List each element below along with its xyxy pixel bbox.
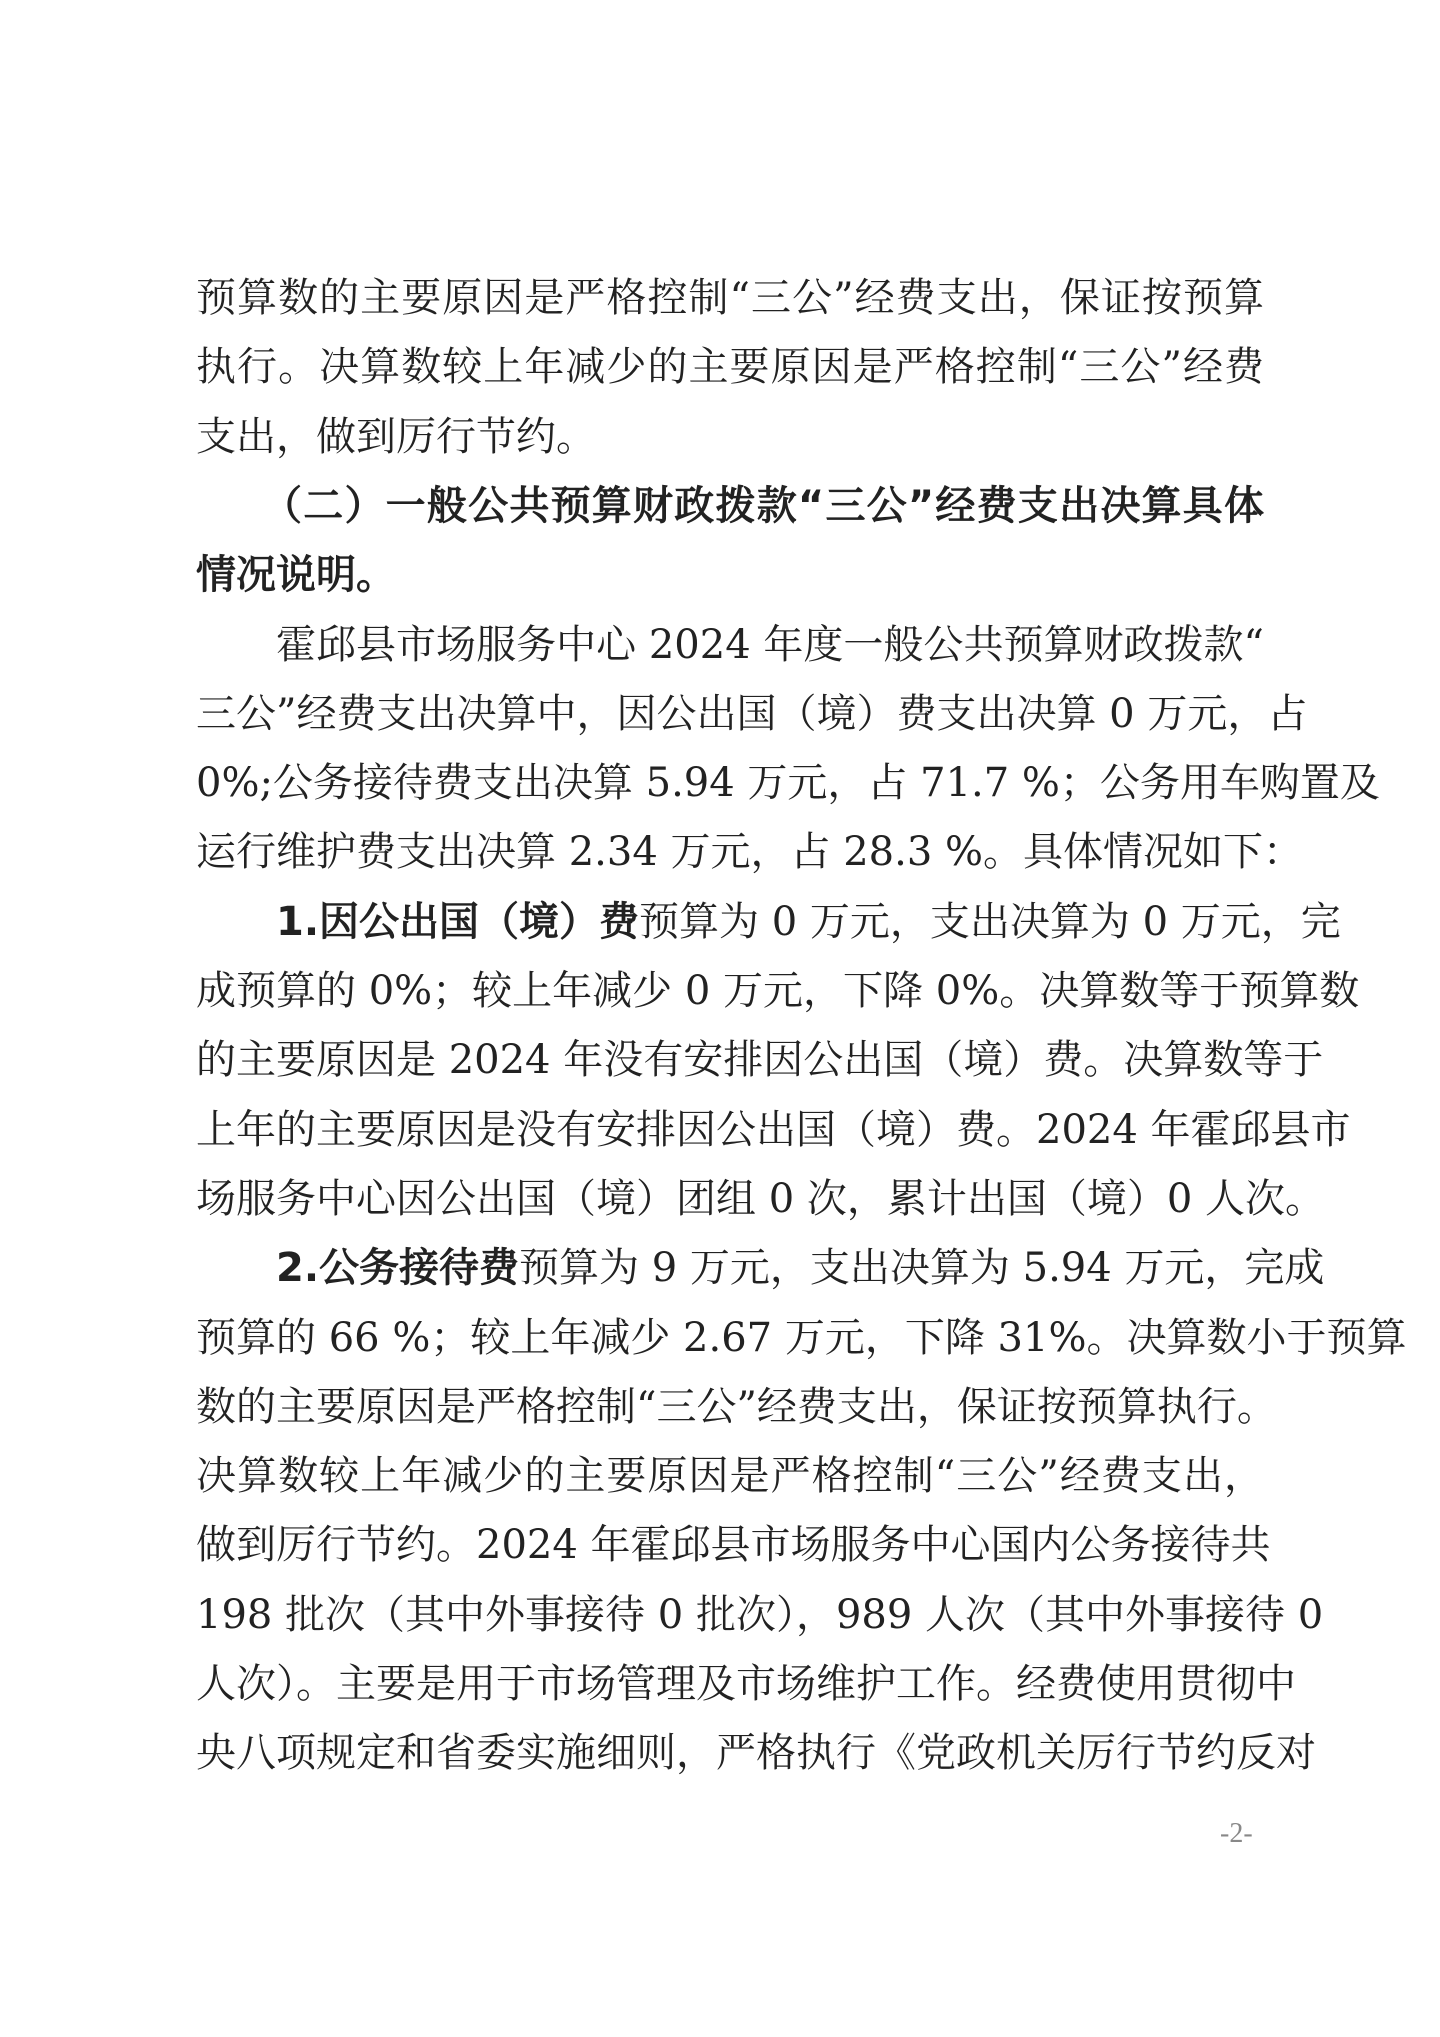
text-line (196, 337, 1264, 397)
line-text: 预算为 9 万元，支出决算为 5.94 万元，完成 (519, 1245, 1325, 1292)
line-text: 决算数较上年减少的主要原因是严格控制“三公”经费支出， (196, 1453, 1264, 1500)
bold-item-label: 2.公务接待费 (276, 1245, 520, 1292)
line-text: 198 批次（其中外事接待 0 批次），989 人次（其中外事接待 0 (196, 1591, 1324, 1638)
text-line (196, 1377, 1277, 1437)
text-line (196, 407, 1264, 467)
line-text: 0%;公务接待费支出决算 5.94 万元，占 71.7 %；公务用车购置及 (196, 760, 1380, 807)
line-text: 做到厉行节约。2024 年霍邱县市场服务中心国内公务接待共 (196, 1522, 1271, 1569)
line-text: （二）一般公共预算财政拨款“三公”经费支出决算具体 (262, 482, 1264, 529)
text-line (276, 1238, 1325, 1298)
line-text: 预算的 66 %；较上年减少 2.67 万元，下降 31%。决算数小于预算 (196, 1314, 1407, 1361)
text-line (196, 1169, 1326, 1229)
line-text: 三公”经费支出决算中，因公出国（境）费支出决算 0 万元，占 (196, 690, 1308, 737)
text-line (196, 1308, 1407, 1368)
text-line (196, 684, 1308, 744)
text-line (196, 1030, 1324, 1090)
line-text: 数的主要原因是严格控制“三公”经费支出，保证按预算执行。 (196, 1383, 1277, 1430)
line-text: 情况说明。 (196, 552, 396, 599)
line-text: 执行。决算数较上年减少的主要原因是严格控制“三公”经费 (196, 344, 1264, 391)
page-number: -2- (1220, 1818, 1253, 1849)
text-line (196, 753, 1380, 813)
line-text: 上年的主要原因是没有安排因公出国（境）费。2024 年霍邱县市 (196, 1106, 1351, 1153)
text-line (196, 822, 1303, 882)
text-line (196, 961, 1360, 1021)
line-text: 运行维护费支出决算 2.34 万元，占 28.3 %。具体情况如下： (196, 829, 1303, 876)
line-text: 场服务中心因公出国（境）团组 0 次，累计出国（境）0 人次。 (196, 1175, 1326, 1222)
line-text: 支出，做到厉行节约。 (196, 413, 596, 460)
line-text: 央八项规定和省委实施细则，严格执行《党政机关厉行节约反对 (196, 1730, 1316, 1777)
line-text: 成预算的 0%；较上年减少 0 万元，下降 0%。决算数等于预算数 (196, 968, 1360, 1014)
line-text: 人次）。主要是用于市场管理及市场维护工作。经费使用贯彻中 (196, 1661, 1296, 1707)
text-line (196, 1446, 1264, 1506)
text-line (196, 1723, 1316, 1783)
line-text: 预算为 0 万元，支出决算为 0 万元，完 (639, 898, 1341, 945)
text-line (196, 1100, 1351, 1160)
section-heading-line (262, 476, 1264, 536)
bold-item-label: 1.因公出国（境）费 (276, 898, 640, 945)
line-text: 预算数的主要原因是严格控制“三公”经费支出，保证按预算 (196, 275, 1264, 321)
line-text: 的主要原因是 2024 年没有安排因公出国（境）费。决算数等于 (196, 1037, 1324, 1084)
text-line (276, 892, 1341, 952)
text-line (196, 1515, 1271, 1575)
text-line (196, 1585, 1324, 1645)
text-line (196, 1654, 1296, 1714)
text-line (196, 268, 1264, 328)
section-heading-line (196, 545, 1264, 605)
text-line (276, 615, 1264, 675)
line-text: 霍邱县市场服务中心 2024 年度一般公共预算财政拨款“ (276, 621, 1264, 668)
